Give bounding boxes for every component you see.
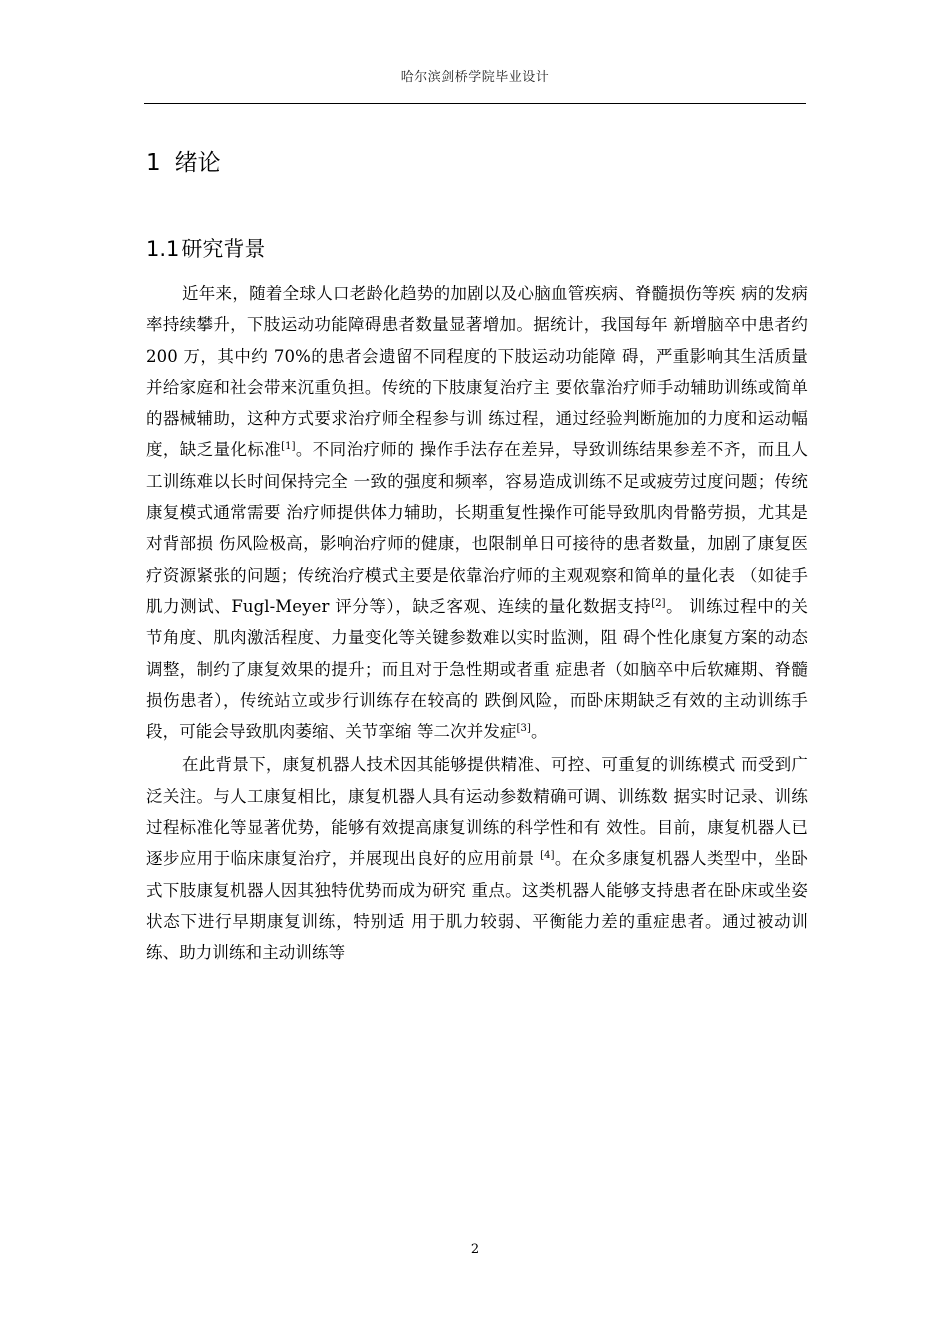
- paragraph-text: 在此背景下，康复机器人技术因其能够提供精准、可控、可重复的训练模式 而受到广泛关注。与人工康复相比，康复机器人具有运动参数精确可调、训练数 据实时记录、训练过程标准化等显著优势，能够有效提高康复训练的科学性和有 效性。目前，康复机器人已逐步应用于临床康复治疗，并展现出良好的应用前景: [146, 755, 808, 869]
- running-header: 哈尔滨剑桥学院毕业设计: [400, 70, 550, 85]
- paragraph: [146, 278, 808, 747]
- paragraph-text: 。 训练过程中的关节角度、肌肉激活程度、力量变化等关键参数难以实时监测，阻 碍个性化康复方案的动态调整，制约了康复效果的提升；而且对于急性期或者重 症患者（如脑卒中后软瘫期、脊髓损伤患者），传统站立或步行训练存在较高的 跌倒风险，而卧床期缺乏有效的主动训练手段，可能会导致肌肉萎缩、关节挛缩 等二次并发症: [146, 596, 808, 742]
- section-number: 1.1: [146, 237, 180, 261]
- page-number: 2: [470, 1242, 480, 1257]
- citation-marker: [3]: [516, 723, 532, 735]
- chapter-heading: [146, 144, 221, 177]
- body-text: [146, 278, 808, 969]
- citation-marker: [2]: [651, 597, 666, 609]
- paragraph-text: 近年来，随着全球人口老龄化趋势的加剧以及心脑血管疾病、脊髓损伤等疾 病的发病率持续攀升，下肢运动功能障碍患者数量显著增加。据统计，我国每年 新增脑卒中患者约 200 万，其中约 70%的患者会遗留不同程度的下肢运动功能障 碍，严重影响其生活质量并给家庭和社会带来沉重负担。传统的下肢康复治疗主 要依靠治疗师手动辅助训练或简单的器械辅助，这种方式要求治疗师全程参与训 练过程，通过经验判断施加的力度和运动幅度，缺乏量化标准: [146, 284, 808, 460]
- chapter-number: 1: [146, 150, 161, 176]
- paragraph-text: 。: [531, 722, 548, 742]
- section-title: 研究背景: [181, 237, 266, 261]
- chapter-title: 绪论: [174, 150, 221, 176]
- paragraph-text: 。不同治疗师的 操作手法存在差异，导致训练结果参差不齐，而且人工训练难以长时间保持完全 一致的强度和频率，容易造成训练不足或疲劳过度问题；传统康复模式通常需要 治疗师提供体力辅助，长期重复性操作可能导致肌肉骨骼劳损，尤其是对背部损 伤风险极高，影响治疗师的健康，也限制单日可接待的患者数量，加剧了康复医 疗资源紧张的问题；传统治疗模式主要是依靠治疗师的主观观察和简单的量化表 （如徒手肌力测试、Fugl-Meyer 评分等），缺乏客观、连续的量化数据支持: [146, 440, 808, 616]
- header-divider: [144, 103, 806, 104]
- paragraph-text: 。在众多康复机器人类型中，坐卧式下肢康复机器人因其独特优势而成为研究 重点。这类机器人能够支持患者在卧床或坐姿状态下进行早期康复训练，特别适 用于肌力较弱、平衡能力差的重症患者。通过被动训练、助力训练和主动训练等: [146, 849, 809, 963]
- citation-marker: [4]: [540, 850, 555, 862]
- citation-marker: [1]: [281, 441, 296, 453]
- section-heading: [146, 233, 265, 263]
- paragraph: [146, 749, 808, 968]
